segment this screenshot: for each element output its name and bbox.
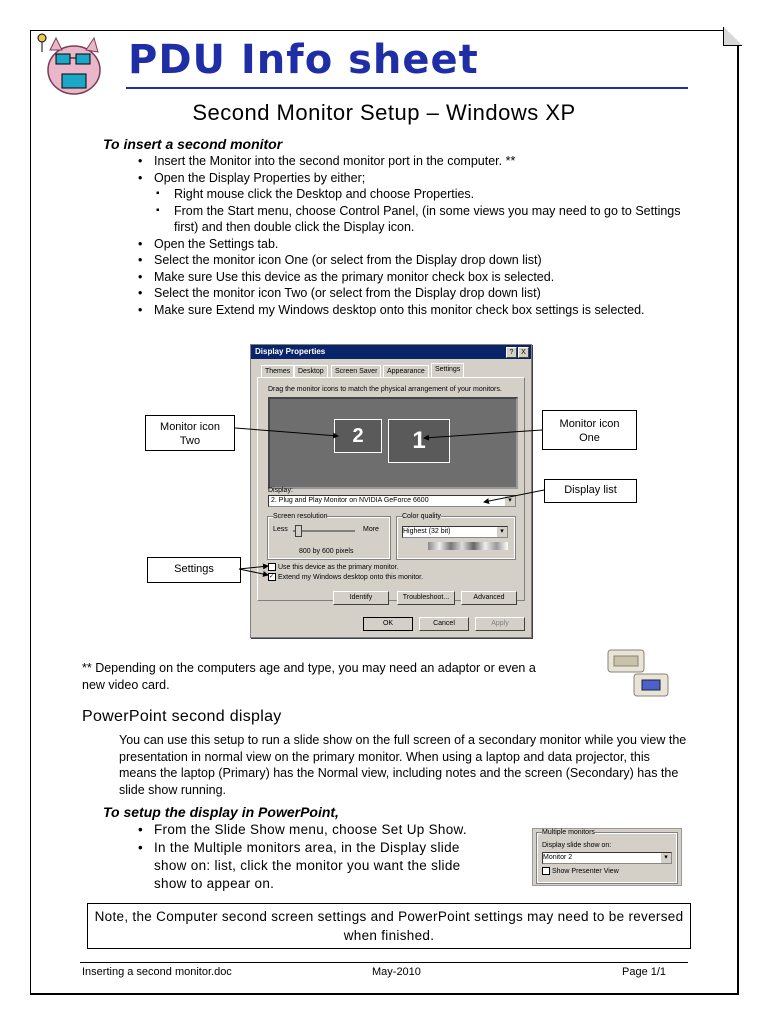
multiple-monitors-group [537,829,677,883]
troubleshoot-button[interactable]: Troubleshoot... [397,591,455,605]
primary-monitor-label: Use this device as the primary monitor. [277,563,399,571]
help-button[interactable]: ? [506,347,517,358]
list-item: • Select the monitor icon Two (or select from the Display drop down list) [134,285,694,302]
dvi-adaptor-icon [604,646,676,704]
footer-filename: Inserting a second monitor.doc [82,966,232,978]
callout-display-list: Display list [544,479,637,503]
presenter-view-label: Show Presenter View [551,867,619,875]
powerpoint-paragraph: You can use this setup to run a slide show on the full screen of a secondary monitor while you view the presentation in normal view on the primary monitor. When using a laptop and data projector, this means the laptop (Primary) has the Normal view, including notes and the screen (Secondary) has the slide show running. [119,733,687,797]
list-item: • In the Multiple monitors area, in the Display slide show on: list, click the monitor you want the slide show to appear on. [134,839,474,893]
chevron-down-icon: ▾ [661,853,671,863]
list-item: • Select the monitor icon One (or select from the Display drop down list) [134,252,694,269]
display-value: 2. Plug and Play Monitor on NVIDIA GeForce 6600 [271,497,429,504]
monitor-icon-two[interactable]: 2 [334,419,382,453]
resolution-label: Screen resolution [273,513,328,520]
chevron-down-icon: ▾ [505,496,515,506]
extend-desktop-label: Extend my Windows desktop onto this monitor. [277,573,424,581]
group-label: Multiple monitors [542,829,595,836]
apply-button[interactable]: Apply [475,617,525,631]
insert-heading: To insert a second monitor [103,136,283,152]
tab-screen-saver[interactable]: Screen Saver [331,365,381,377]
display-label: Display: [268,487,293,494]
footer-rule [80,962,688,963]
presenter-view-checkbox[interactable] [542,867,619,875]
setup-heading: To setup the display in PowerPoint, [103,804,339,820]
setup-steps [134,821,494,893]
less-label: Less [273,526,288,533]
advanced-button[interactable]: Advanced [461,591,517,605]
color-label: Color quality [402,513,441,520]
list-item: • Insert the Monitor into the second monitor port in the computer. ** [134,153,694,170]
logo-title: PDU Info sheet [128,37,479,83]
ok-button[interactable]: OK [363,617,413,631]
tab-settings[interactable]: Settings [431,363,464,377]
more-label: More [363,526,379,533]
instruction-text: Drag the monitor icons to match the physical arrangement of your monitors. [268,386,502,393]
checkmark-icon[interactable]: ✓ [269,574,275,580]
monitor-icon-one[interactable]: 1 [388,419,450,463]
resolution-value: 800 by 600 pixels [299,548,354,555]
identify-button[interactable]: Identify [333,591,389,605]
list-item: • Open the Display Properties by either; [134,170,694,187]
list-item: • Make sure Extend my Windows desktop onto this monitor check box settings is selected. [134,302,694,319]
chevron-down-icon: ▾ [497,527,507,537]
reverse-settings-note: Note, the Computer second screen settings and PowerPoint settings may need to be reversed when finished. [87,903,691,949]
callout-monitor-one: Monitor icon One [542,410,637,450]
monitor-select-value: Monitor 2 [543,854,573,861]
tab-desktop[interactable]: Desktop [294,365,328,377]
list-item: • Open the Settings tab. [134,236,694,253]
adaptor-note: ** Depending on the computers age and type, you may need an adaptor or even a new video card. [82,661,536,692]
footer-page: Page 1/1 [622,966,667,978]
tab-themes[interactable]: Themes [261,365,294,377]
callout-monitor-two: Monitor icon Two [145,415,235,451]
list-item: ▪ Right mouse click the Desktop and choose Properties. [134,186,694,203]
powerpoint-heading: PowerPoint second display [82,708,282,725]
list-item: • Make sure Use this device as the primary monitor check box is selected. [134,269,694,286]
list-item: ▪ From the Start menu, choose Control Panel, (in some views you may need to go to Settings first) and then double click the Display icon. [134,203,694,236]
cancel-button[interactable]: Cancel [419,617,469,631]
close-button[interactable]: X [518,347,529,358]
monitor-select[interactable] [542,852,672,864]
color-value: Highest (32 bit) [403,528,451,535]
display-on-label: Display slide show on: [542,842,612,849]
callout-settings: Settings [147,557,241,583]
dialog-title: Display Properties [251,345,531,359]
checkbox-icon[interactable] [542,867,550,875]
footer-date: May-2010 [372,966,421,978]
list-item: • From the Slide Show menu, choose Set Up Show. [134,821,494,839]
page-heading: Second Monitor Setup – Windows XP [192,100,576,125]
tab-appearance[interactable]: Appearance [383,365,429,377]
multiple-monitors-panel [532,828,682,886]
